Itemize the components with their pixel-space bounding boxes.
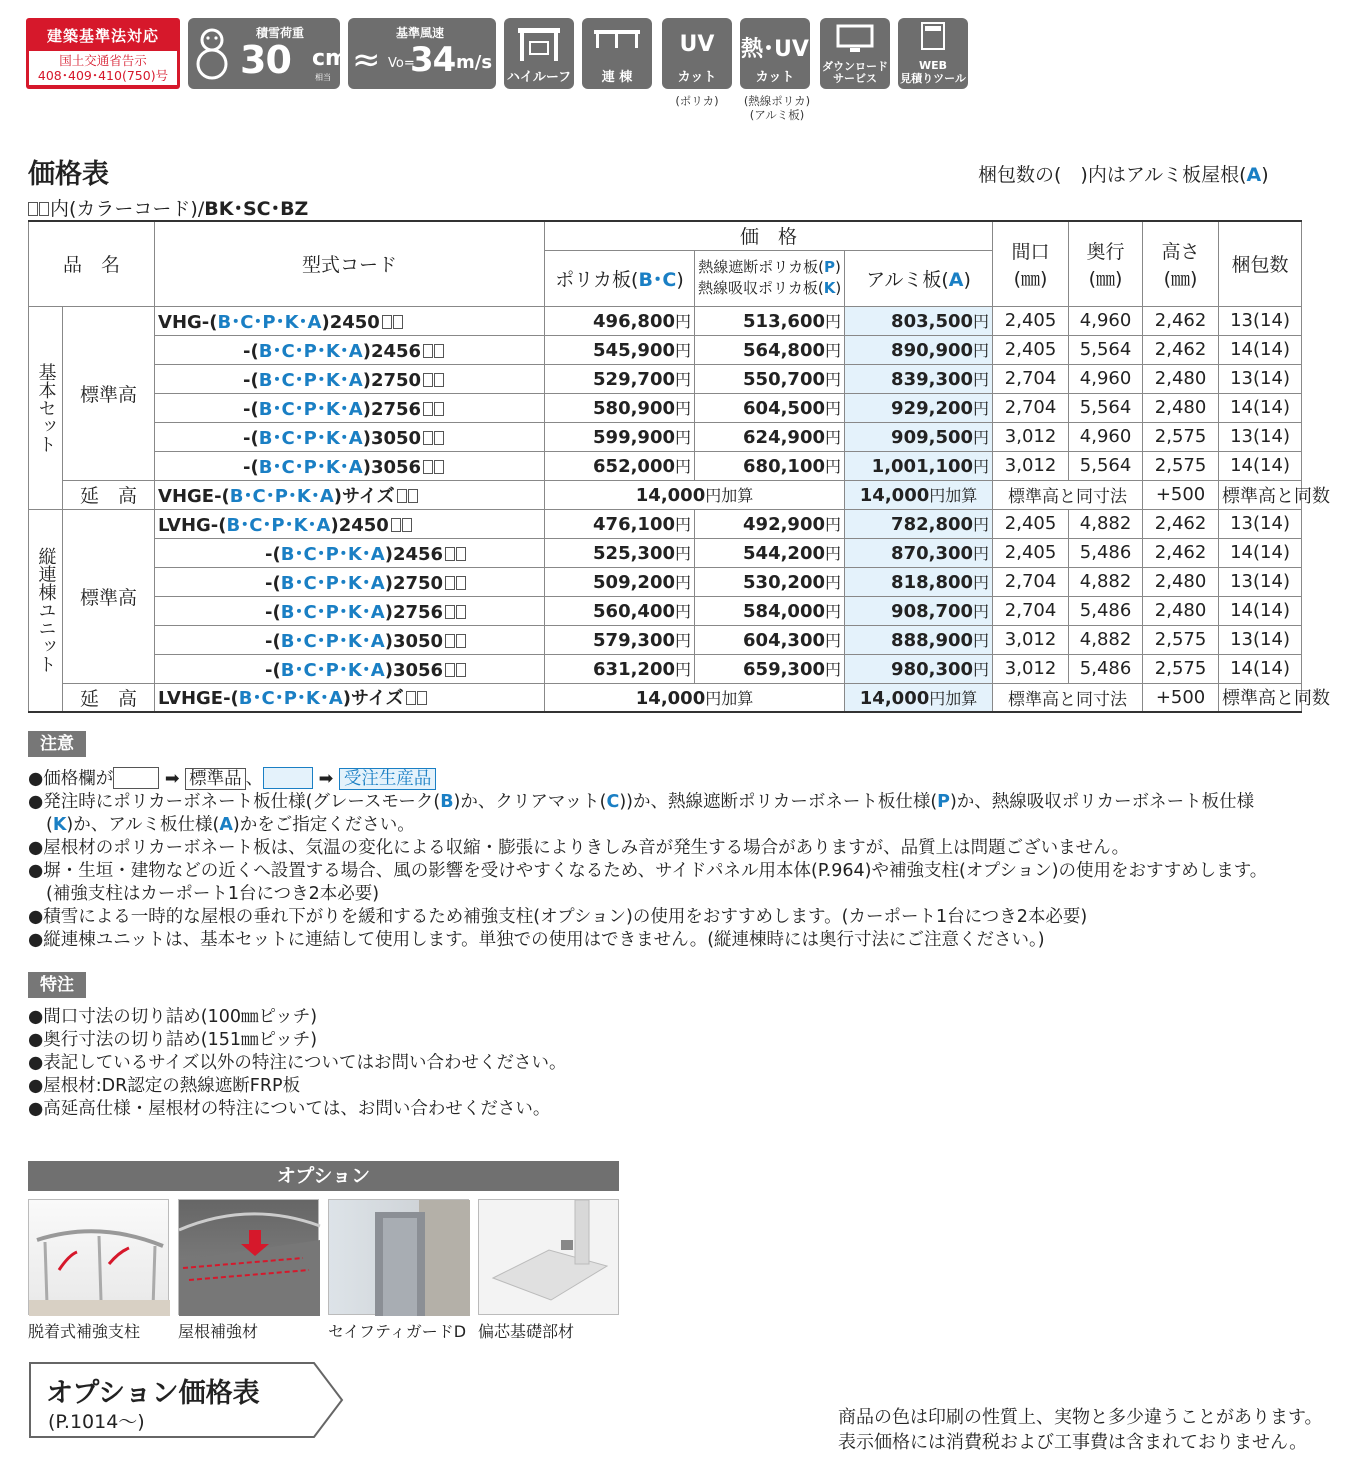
table-row xyxy=(29,335,1302,364)
package-count: 14(14) xyxy=(1219,538,1302,567)
table-row-extended xyxy=(29,480,1302,509)
uv-cut-badge: UV カット xyxy=(662,18,732,89)
width-value: 3,012 xyxy=(993,654,1069,683)
header-model: 型式コード xyxy=(155,221,545,306)
height-value: 2,480 xyxy=(1143,596,1219,625)
table-row xyxy=(29,306,1302,335)
price-heat-poly: 624,900円 xyxy=(695,422,845,451)
header-package: 梱包数 xyxy=(1219,221,1302,306)
depth-value: 5,486 xyxy=(1069,538,1143,567)
header-polycarbonate: ポリカ板(B･C) xyxy=(545,250,695,306)
width-value: 2,405 xyxy=(993,306,1069,335)
header-price: 価 格 xyxy=(545,221,993,250)
price-aluminum: 888,900円 xyxy=(845,625,993,654)
table-row xyxy=(29,538,1302,567)
price-table xyxy=(28,220,1331,713)
color-code-note: 内(カラーコード)/BK･SC･BZ xyxy=(28,194,308,221)
price-table-body xyxy=(29,306,1331,712)
price-heat-poly: 604,500円 xyxy=(695,393,845,422)
option-label-roof-reinforcement: 屋根補強材 xyxy=(178,1322,259,1341)
depth-value: 5,564 xyxy=(1069,393,1143,422)
price-polycarbonate: 560,400円 xyxy=(545,596,695,625)
group-label: 基本セット xyxy=(29,306,63,509)
standard-height-label: 標準高 xyxy=(63,509,155,683)
price-aluminum: 929,200円 xyxy=(845,393,993,422)
model-code: -(B･C･P･K･A)2756 xyxy=(155,393,545,422)
package-count: 14(14) xyxy=(1219,654,1302,683)
extended-price-aluminum: 14,000円加算 xyxy=(845,683,993,712)
package-count: 14(14) xyxy=(1219,393,1302,422)
monitor-icon xyxy=(830,24,880,58)
heat-uv-cut-badge: 熱･UV カット xyxy=(740,18,810,89)
price-heat-poly: 544,200円 xyxy=(695,538,845,567)
package-count: 13(14) xyxy=(1219,509,1302,538)
height-value: 2,462 xyxy=(1143,335,1219,364)
price-aluminum: 782,800円 xyxy=(845,509,993,538)
table-row xyxy=(29,393,1302,422)
price-heat-poly: 513,600円 xyxy=(695,306,845,335)
note-legend: ●価格欄が ➡ 標準品 、 ➡ 受注生産品 xyxy=(28,767,1267,791)
depth-value: 4,960 xyxy=(1069,422,1143,451)
wind-speed-value: 34 xyxy=(410,40,456,80)
depth-value: 4,882 xyxy=(1069,567,1143,596)
price-heat-poly: 680,100円 xyxy=(695,451,845,480)
width-value: 2,704 xyxy=(993,393,1069,422)
model-code: VHG-(B･C･P･K･A)2450 xyxy=(155,306,545,335)
price-heat-poly: 530,200円 xyxy=(695,567,845,596)
option-label-safety-guard: セイフティガードD xyxy=(328,1322,467,1341)
width-value: 3,012 xyxy=(993,422,1069,451)
page-title: 価格表 xyxy=(28,159,109,190)
snow-load-badge: 積雪荷重 30 cm 相当 xyxy=(188,18,340,89)
depth-value: 4,960 xyxy=(1069,364,1143,393)
model-code: -(B･C･P･K･A)2456 xyxy=(155,538,545,567)
table-row xyxy=(29,509,1302,538)
package-count: 13(14) xyxy=(1219,625,1302,654)
extended-price-poly: 14,000円加算 xyxy=(545,480,845,509)
option-photo-support-post[interactable] xyxy=(28,1199,169,1315)
width-value: 2,704 xyxy=(993,364,1069,393)
model-code: LVHG-(B･C･P･K･A)2450 xyxy=(155,509,545,538)
price-aluminum: 909,500円 xyxy=(845,422,993,451)
special-order-notes: ●間口寸法の切り詰め(100㎜ピッチ) ●奥行寸法の切り詰め(151㎜ピッチ) ●表記しているサイズ以外の特注についてはお問い合わせください。 ●屋根材:DR認定の熱線遮断FRP板 ●高延高仕様・屋根材の特注については、お問い合わせください。 xyxy=(28,1007,567,1119)
width-value: 3,012 xyxy=(993,451,1069,480)
extended-height-label: 延 高 xyxy=(63,480,155,509)
snow-load-value: 30 xyxy=(240,38,291,82)
law-badge-title: 建築基準法対応 xyxy=(46,27,159,45)
header-aluminum: アルミ板(A) xyxy=(845,250,993,306)
group-label: 縦連棟ユニット xyxy=(29,509,63,712)
price-polycarbonate: 631,200円 xyxy=(545,654,695,683)
building-standard-badge xyxy=(26,18,180,89)
wind-speed-badge: 基準風速 ≈ Vo= 34 m/s xyxy=(348,18,496,89)
width-value: 3,012 xyxy=(993,625,1069,654)
model-code: -(B･C･P･K･A)2756 xyxy=(155,596,545,625)
width-value: 2,405 xyxy=(993,538,1069,567)
extended-height-value: +500 xyxy=(1143,480,1219,509)
option-photo-safety-guard[interactable] xyxy=(328,1199,469,1315)
footer-notes: 商品の色は印刷の性質上、実物と多少違うことがあります。 表示価格には消費税および工事費は含まれておりません。 xyxy=(838,1407,1323,1453)
calculator-icon xyxy=(908,22,958,52)
price-aluminum: 818,800円 xyxy=(845,567,993,596)
extended-height-label: 延 高 xyxy=(63,683,155,712)
width-value: 2,704 xyxy=(993,567,1069,596)
height-value: 2,480 xyxy=(1143,567,1219,596)
price-heat-poly: 659,300円 xyxy=(695,654,845,683)
header-name: 品 名 xyxy=(29,221,155,306)
package-count: 13(14) xyxy=(1219,364,1302,393)
model-code: -(B･C･P･K･A)2750 xyxy=(155,567,545,596)
extended-package-count: 標準高と同数 xyxy=(1219,480,1302,509)
option-price-link[interactable] xyxy=(28,1361,346,1439)
price-aluminum: 870,300円 xyxy=(845,538,993,567)
price-polycarbonate: 652,000円 xyxy=(545,451,695,480)
high-roof-badge: ハイルーフ xyxy=(504,18,574,89)
depth-value: 5,486 xyxy=(1069,654,1143,683)
offset-foundation-image xyxy=(479,1200,620,1316)
table-row xyxy=(29,596,1302,625)
connected-roof-icon xyxy=(592,24,642,64)
price-polycarbonate: 579,300円 xyxy=(545,625,695,654)
extended-price-aluminum: 14,000円加算 xyxy=(845,480,993,509)
depth-value: 5,486 xyxy=(1069,596,1143,625)
extended-package-count: 標準高と同数 xyxy=(1219,683,1302,712)
web-estimate-badge[interactable]: WEB 見積りツール xyxy=(898,18,968,89)
model-code: -(B･C･P･K･A)3050 xyxy=(155,422,545,451)
table-row xyxy=(29,364,1302,393)
depth-value: 4,882 xyxy=(1069,625,1143,654)
header-height: 高さ (㎜) xyxy=(1143,221,1219,306)
depth-value: 4,882 xyxy=(1069,509,1143,538)
price-heat-poly: 584,000円 xyxy=(695,596,845,625)
table-row xyxy=(29,654,1302,683)
price-polycarbonate: 545,900円 xyxy=(545,335,695,364)
safety-guard-image xyxy=(329,1200,470,1316)
package-count: 14(14) xyxy=(1219,596,1302,625)
header-heat-poly: 熱線遮断ポリカ板(P) 熱線吸収ポリカ板(K) xyxy=(695,250,845,306)
high-roof-icon xyxy=(514,24,564,64)
package-count: 14(14) xyxy=(1219,335,1302,364)
law-badge-notice: 国土交通省告示 408･409･410(750)号 xyxy=(29,51,177,85)
price-polycarbonate: 476,100円 xyxy=(545,509,695,538)
price-polycarbonate: 599,900円 xyxy=(545,422,695,451)
package-count: 13(14) xyxy=(1219,422,1302,451)
width-value: 2,405 xyxy=(993,509,1069,538)
carport-support-image xyxy=(29,1200,170,1316)
options-header: オプション xyxy=(28,1161,619,1191)
height-value: 2,462 xyxy=(1143,509,1219,538)
package-count: 14(14) xyxy=(1219,451,1302,480)
model-code: -(B･C･P･K･A)2456 xyxy=(155,335,545,364)
table-row xyxy=(29,451,1302,480)
depth-value: 4,960 xyxy=(1069,306,1143,335)
model-code: -(B･C･P･K･A)2750 xyxy=(155,364,545,393)
price-heat-poly: 604,300円 xyxy=(695,625,845,654)
extended-height-value: +500 xyxy=(1143,683,1219,712)
note-spec: ●発注時にポリカーボネート板仕様(グレースモーク(B)か、クリアマット(C))か、熱線遮断ポリカーボネート板仕様(P)か、熱線吸収ポリカーボネート板仕様 xyxy=(28,792,1255,812)
package-count: 13(14) xyxy=(1219,306,1302,335)
height-value: 2,480 xyxy=(1143,393,1219,422)
model-code: LVHGE-(B･C･P･K･A)サイズ xyxy=(155,683,545,712)
same-dimension-note: 標準高と同寸法 xyxy=(993,480,1143,509)
package-count: 13(14) xyxy=(1219,567,1302,596)
caution-tag: 注意 xyxy=(28,731,86,757)
header-width: 間口 (㎜) xyxy=(993,221,1069,306)
price-heat-poly: 564,800円 xyxy=(695,335,845,364)
special-order-tag: 特注 xyxy=(28,972,86,998)
price-aluminum: 839,300円 xyxy=(845,364,993,393)
model-code: -(B･C･P･K･A)3056 xyxy=(155,451,545,480)
package-note: 梱包数の( )内はアルミ板屋根(A) xyxy=(978,164,1269,186)
option-photo-roof-reinforcement[interactable] xyxy=(178,1199,319,1315)
price-polycarbonate: 525,300円 xyxy=(545,538,695,567)
depth-value: 5,564 xyxy=(1069,451,1143,480)
price-polycarbonate: 529,700円 xyxy=(545,364,695,393)
option-price-ref: (P.1014〜) xyxy=(48,1411,145,1433)
connected-badge: 連 棟 xyxy=(582,18,652,89)
snowman-icon xyxy=(196,26,228,82)
height-value: 2,575 xyxy=(1143,422,1219,451)
height-value: 2,575 xyxy=(1143,654,1219,683)
height-value: 2,480 xyxy=(1143,364,1219,393)
model-code: -(B･C･P･K･A)3056 xyxy=(155,654,545,683)
option-label-offset-foundation: 偏芯基礎部材 xyxy=(478,1322,575,1341)
caution-notes: ●価格欄が ➡ 標準品 、 ➡ 受注生産品 ●発注時にポリカーボネート板仕様(グレースモーク(B)か、クリアマット(C))か、熱線遮断ポリカーボネート板仕様(P)か、熱線吸収ポリカーボネート板仕様 (K)か、アルミ板仕様(A)かをご指定ください。 ●屋根材のポリカーボネート板は、気温の変化による収縮・膨張によりきしみ音が発生する場合がありますが、品質上は問題ございません。 ●塀・生垣・建物などの近くへ設置する場合、風の影響を受けやすくなるため、サイドパネル用本体(P.964)や補強支柱(オプション)の使用をおすすめします。 (補強支柱はカーポート1台につき2本必要) ●積雪による一時的な屋根の垂れ下がりを緩和するため補強支柱(オプション)の使用をおすすめします。(カーポート1台につき2本必要) ●縦連棟ユニットは、基本セットに連結して使用します。単独での使用はできません。(縦連棟時には奥行寸法にご注意ください。) xyxy=(28,769,1268,950)
price-polycarbonate: 509,200円 xyxy=(545,567,695,596)
depth-value: 5,564 xyxy=(1069,335,1143,364)
download-service-badge[interactable]: ダウンロード サービス xyxy=(820,18,890,89)
height-value: 2,462 xyxy=(1143,306,1219,335)
table-row xyxy=(29,422,1302,451)
option-price-title: オプション価格表 xyxy=(46,1378,260,1409)
price-aluminum: 908,700円 xyxy=(845,596,993,625)
price-aluminum: 803,500円 xyxy=(845,306,993,335)
price-aluminum: 980,300円 xyxy=(845,654,993,683)
price-heat-poly: 492,900円 xyxy=(695,509,845,538)
header-depth: 奥行 (㎜) xyxy=(1069,221,1143,306)
wind-icon: ≈ xyxy=(352,40,381,80)
model-code: VHGE-(B･C･P･K･A)サイズ xyxy=(155,480,545,509)
width-value: 2,704 xyxy=(993,596,1069,625)
price-aluminum: 1,001,100円 xyxy=(845,451,993,480)
height-value: 2,575 xyxy=(1143,625,1219,654)
price-aluminum: 890,900円 xyxy=(845,335,993,364)
option-label-support-post: 脱着式補強支柱 xyxy=(28,1322,141,1341)
table-row xyxy=(29,625,1302,654)
height-value: 2,462 xyxy=(1143,538,1219,567)
table-row-extended xyxy=(29,683,1302,712)
extended-price-poly: 14,000円加算 xyxy=(545,683,845,712)
standard-height-label: 標準高 xyxy=(63,306,155,480)
roof-reinforcement-image xyxy=(179,1200,320,1316)
price-polycarbonate: 580,900円 xyxy=(545,393,695,422)
table-row xyxy=(29,567,1302,596)
price-heat-poly: 550,700円 xyxy=(695,364,845,393)
option-photo-offset-foundation[interactable] xyxy=(478,1199,619,1315)
width-value: 2,405 xyxy=(993,335,1069,364)
same-dimension-note: 標準高と同寸法 xyxy=(993,683,1143,712)
model-code: -(B･C･P･K･A)3050 xyxy=(155,625,545,654)
height-value: 2,575 xyxy=(1143,451,1219,480)
price-polycarbonate: 496,800円 xyxy=(545,306,695,335)
